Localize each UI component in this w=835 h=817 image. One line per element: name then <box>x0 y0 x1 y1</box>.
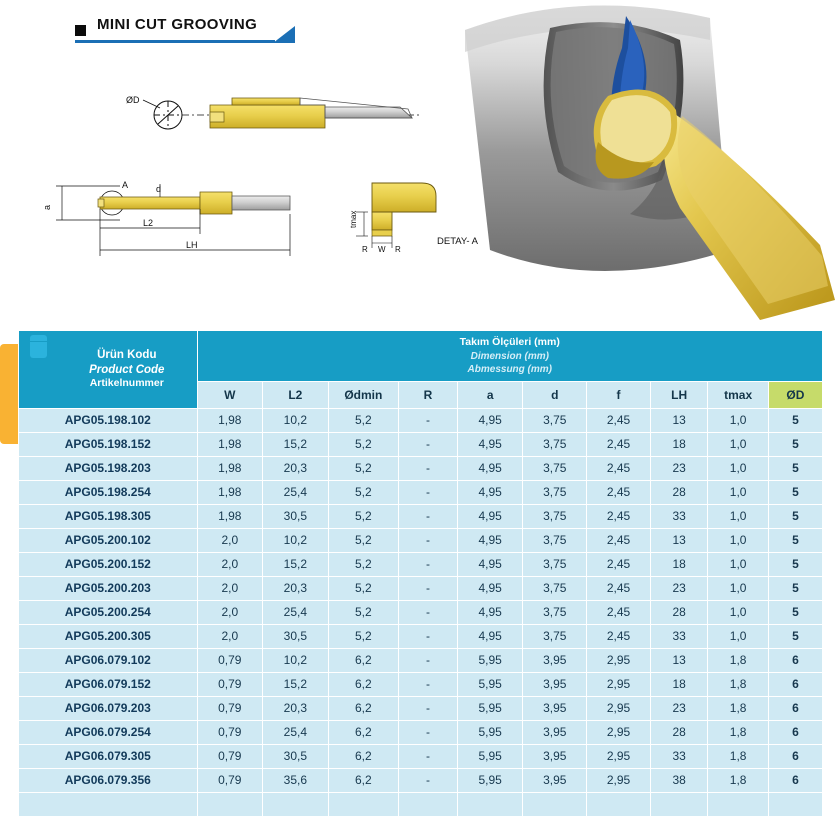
cell-d: 3,95 <box>523 720 587 744</box>
svg-text:A: A <box>122 180 129 190</box>
cell-code: APG05.200.203 <box>19 576 198 600</box>
cell-lh: 13 <box>650 408 708 432</box>
cell-tmax: 1,8 <box>708 672 768 696</box>
cell-l2: 20,3 <box>263 696 329 720</box>
cell-tmax: 1,8 <box>708 696 768 720</box>
cell-d: 3,75 <box>523 600 587 624</box>
table-row <box>19 456 823 480</box>
cell-l2: 30,5 <box>263 744 329 768</box>
cell-l2: 20,3 <box>263 576 329 600</box>
cell-l2: 25,4 <box>263 600 329 624</box>
cell-lh: 28 <box>650 480 708 504</box>
table-row <box>19 432 823 456</box>
cell-dmin: 5,2 <box>328 528 398 552</box>
cell-f: 2,45 <box>587 600 651 624</box>
cell-d: 3,75 <box>523 624 587 648</box>
cell-code: APG05.200.254 <box>19 600 198 624</box>
cell-lh: 23 <box>650 456 708 480</box>
cell-empty <box>523 792 587 816</box>
cell-tmax: 1,0 <box>708 408 768 432</box>
cell-code: APG05.198.254 <box>19 480 198 504</box>
cell-w: 1,98 <box>197 432 263 456</box>
cell-f: 2,45 <box>587 456 651 480</box>
svg-text:a: a <box>42 204 52 210</box>
svg-text:L2: L2 <box>143 218 154 228</box>
cell-empty <box>328 792 398 816</box>
cell-empty <box>19 792 198 816</box>
cell-code: APG06.079.203 <box>19 696 198 720</box>
cell-od: 5 <box>768 624 822 648</box>
cell-a: 4,95 <box>457 480 523 504</box>
cell-a: 4,95 <box>457 552 523 576</box>
cell-a: 5,95 <box>457 768 523 792</box>
cell-tmax: 1,0 <box>708 432 768 456</box>
cell-a: 5,95 <box>457 672 523 696</box>
cell-lh: 38 <box>650 768 708 792</box>
cell-od: 5 <box>768 456 822 480</box>
cell-a: 4,95 <box>457 432 523 456</box>
cell-d: 3,75 <box>523 480 587 504</box>
svg-text:R: R <box>395 245 401 254</box>
cell-lh: 18 <box>650 432 708 456</box>
specification-table-zone <box>0 330 835 788</box>
table-row <box>19 648 823 672</box>
table-row <box>19 528 823 552</box>
table-row <box>19 768 823 792</box>
cell-w: 0,79 <box>197 744 263 768</box>
cell-tmax: 1,0 <box>708 624 768 648</box>
cell-d: 3,95 <box>523 696 587 720</box>
cell-code: APG05.198.102 <box>19 408 198 432</box>
table-row <box>19 408 823 432</box>
column-header-dmin: Ødmin <box>328 381 398 408</box>
cell-f: 2,95 <box>587 768 651 792</box>
cell-code: APG05.200.152 <box>19 552 198 576</box>
cell-f: 2,45 <box>587 408 651 432</box>
cell-empty <box>768 792 822 816</box>
cell-d: 3,75 <box>523 528 587 552</box>
cell-empty <box>197 792 263 816</box>
cell-lh: 18 <box>650 672 708 696</box>
cell-empty <box>650 792 708 816</box>
cell-code: APG06.079.152 <box>19 672 198 696</box>
cell-od: 6 <box>768 720 822 744</box>
cell-l2: 35,6 <box>263 768 329 792</box>
cell-od: 6 <box>768 696 822 720</box>
cell-dmin: 5,2 <box>328 552 398 576</box>
table-row <box>19 480 823 504</box>
cell-dmin: 5,2 <box>328 432 398 456</box>
column-header-a: a <box>457 381 523 408</box>
cell-a: 4,95 <box>457 408 523 432</box>
cell-dmin: 5,2 <box>328 600 398 624</box>
cell-od: 5 <box>768 576 822 600</box>
cell-f: 2,95 <box>587 696 651 720</box>
cell-tmax: 1,0 <box>708 504 768 528</box>
cell-w: 1,98 <box>197 456 263 480</box>
column-header-lh: LH <box>650 381 708 408</box>
column-header-r: R <box>399 381 458 408</box>
cell-d: 3,75 <box>523 552 587 576</box>
cell-dmin: 5,2 <box>328 408 398 432</box>
table-row <box>19 744 823 768</box>
cell-d: 3,95 <box>523 768 587 792</box>
cell-od: 5 <box>768 432 822 456</box>
dimension-header-de: Abmessung (mm) <box>467 363 552 375</box>
dimension-header-tr: Takım Ölçüleri (mm) <box>459 336 560 348</box>
cell-tmax: 1,0 <box>708 552 768 576</box>
cell-od: 5 <box>768 528 822 552</box>
cell-a: 4,95 <box>457 528 523 552</box>
cell-code: APG05.200.102 <box>19 528 198 552</box>
cell-d: 3,95 <box>523 672 587 696</box>
cell-f: 2,45 <box>587 552 651 576</box>
cell-d: 3,75 <box>523 432 587 456</box>
cell-empty <box>708 792 768 816</box>
cell-dmin: 6,2 <box>328 744 398 768</box>
cell-r: - <box>399 552 458 576</box>
cell-lh: 28 <box>650 600 708 624</box>
table-row <box>19 696 823 720</box>
table-row <box>19 576 823 600</box>
dimension-header-en: Dimension (mm) <box>470 350 549 362</box>
cell-d: 3,75 <box>523 456 587 480</box>
cell-a: 5,95 <box>457 744 523 768</box>
cell-r: - <box>399 648 458 672</box>
cell-d: 3,95 <box>523 648 587 672</box>
cell-f: 2,45 <box>587 504 651 528</box>
cell-r: - <box>399 720 458 744</box>
cell-tmax: 1,0 <box>708 528 768 552</box>
cell-r: - <box>399 696 458 720</box>
cell-code: APG05.198.203 <box>19 456 198 480</box>
cell-dmin: 5,2 <box>328 504 398 528</box>
column-header-d: d <box>523 381 587 408</box>
cell-dmin: 5,2 <box>328 456 398 480</box>
cell-l2: 15,2 <box>263 672 329 696</box>
cell-lh: 23 <box>650 696 708 720</box>
cell-od: 5 <box>768 480 822 504</box>
cell-a: 4,95 <box>457 504 523 528</box>
column-header-tmax: tmax <box>708 381 768 408</box>
table-body <box>19 408 823 816</box>
cell-r: - <box>399 504 458 528</box>
cell-w: 2,0 <box>197 576 263 600</box>
cell-tmax: 1,8 <box>708 720 768 744</box>
product-code-header-tr: Ürün Kodu <box>97 349 157 362</box>
cell-lh: 13 <box>650 648 708 672</box>
cell-od: 5 <box>768 408 822 432</box>
product-code-header <box>19 331 198 409</box>
cell-f: 2,45 <box>587 432 651 456</box>
cell-d: 3,75 <box>523 408 587 432</box>
table-row <box>19 600 823 624</box>
3d-tool-illustration <box>430 0 835 320</box>
column-header-w: W <box>197 381 263 408</box>
cell-dmin: 5,2 <box>328 576 398 600</box>
cell-tmax: 1,8 <box>708 648 768 672</box>
svg-text:DETAY- A: DETAY- A <box>437 236 479 247</box>
cell-dmin: 6,2 <box>328 648 398 672</box>
cell-w: 2,0 <box>197 624 263 648</box>
product-code-header-en: Product Code <box>89 363 165 376</box>
column-header-f: f <box>587 381 651 408</box>
cell-d: 3,95 <box>523 744 587 768</box>
cell-r: - <box>399 408 458 432</box>
cell-empty <box>263 792 329 816</box>
cell-l2: 15,2 <box>263 552 329 576</box>
table-header-row-groups <box>19 331 823 382</box>
table-row <box>19 672 823 696</box>
cell-code: APG06.079.102 <box>19 648 198 672</box>
table-row <box>19 720 823 744</box>
cell-d: 3,75 <box>523 504 587 528</box>
cell-l2: 10,2 <box>263 408 329 432</box>
column-header-od: ØD <box>768 381 822 408</box>
cell-f: 2,95 <box>587 648 651 672</box>
cell-w: 0,79 <box>197 768 263 792</box>
cell-a: 4,95 <box>457 624 523 648</box>
cell-code: APG05.198.152 <box>19 432 198 456</box>
cell-f: 2,95 <box>587 672 651 696</box>
cell-r: - <box>399 672 458 696</box>
cell-a: 4,95 <box>457 600 523 624</box>
cell-a: 5,95 <box>457 696 523 720</box>
cell-dmin: 6,2 <box>328 720 398 744</box>
cell-f: 2,95 <box>587 720 651 744</box>
svg-text:R: R <box>362 245 368 254</box>
cell-r: - <box>399 576 458 600</box>
technical-drawing <box>0 0 479 330</box>
cell-r: - <box>399 456 458 480</box>
cell-lh: 18 <box>650 552 708 576</box>
cell-lh: 33 <box>650 624 708 648</box>
cell-w: 0,79 <box>197 672 263 696</box>
cell-tmax: 1,0 <box>708 456 768 480</box>
cell-code: APG06.079.356 <box>19 768 198 792</box>
cell-f: 2,45 <box>587 480 651 504</box>
cell-w: 1,98 <box>197 408 263 432</box>
cell-code: APG05.198.305 <box>19 504 198 528</box>
cell-f: 2,95 <box>587 744 651 768</box>
cell-a: 4,95 <box>457 456 523 480</box>
cell-r: - <box>399 744 458 768</box>
cell-a: 5,95 <box>457 648 523 672</box>
svg-text:LH: LH <box>186 240 198 250</box>
svg-text:W: W <box>378 245 386 254</box>
cell-tmax: 1,8 <box>708 768 768 792</box>
cell-w: 0,79 <box>197 720 263 744</box>
table-row <box>19 624 823 648</box>
cell-od: 6 <box>768 672 822 696</box>
cell-code: APG06.079.305 <box>19 744 198 768</box>
cell-od: 5 <box>768 552 822 576</box>
cell-a: 4,95 <box>457 576 523 600</box>
cell-w: 2,0 <box>197 528 263 552</box>
svg-text:tmax: tmax <box>349 210 358 228</box>
cell-lh: 23 <box>650 576 708 600</box>
cell-lh: 28 <box>650 720 708 744</box>
cell-l2: 10,2 <box>263 528 329 552</box>
illustration-area <box>0 0 835 330</box>
table-row-empty <box>19 792 823 816</box>
page-title: MINI CUT GROOVING <box>97 16 258 33</box>
cell-l2: 25,4 <box>263 720 329 744</box>
cell-a: 5,95 <box>457 720 523 744</box>
table-row <box>19 552 823 576</box>
column-header-l2: L2 <box>263 381 329 408</box>
svg-text:d: d <box>156 184 162 194</box>
page-side-tab <box>0 344 18 444</box>
cell-tmax: 1,0 <box>708 480 768 504</box>
cell-f: 2,45 <box>587 624 651 648</box>
product-code-header-de: Artikelnummer <box>89 377 164 390</box>
cell-od: 6 <box>768 648 822 672</box>
cell-od: 6 <box>768 768 822 792</box>
cell-l2: 25,4 <box>263 480 329 504</box>
cell-empty <box>457 792 523 816</box>
svg-text:ØD: ØD <box>126 95 140 105</box>
table-row <box>19 504 823 528</box>
cell-w: 1,98 <box>197 504 263 528</box>
cell-dmin: 5,2 <box>328 480 398 504</box>
cell-w: 2,0 <box>197 600 263 624</box>
box-icon <box>29 335 49 359</box>
cell-lh: 13 <box>650 528 708 552</box>
cell-f: 2,45 <box>587 576 651 600</box>
cell-lh: 33 <box>650 504 708 528</box>
cell-l2: 30,5 <box>263 504 329 528</box>
cell-f: 2,45 <box>587 528 651 552</box>
cell-r: - <box>399 768 458 792</box>
cell-od: 6 <box>768 744 822 768</box>
cell-lh: 33 <box>650 744 708 768</box>
specification-table <box>18 330 823 817</box>
dimension-header <box>197 331 822 382</box>
cell-od: 5 <box>768 600 822 624</box>
cell-l2: 15,2 <box>263 432 329 456</box>
cell-dmin: 5,2 <box>328 624 398 648</box>
cell-tmax: 1,0 <box>708 600 768 624</box>
cell-w: 0,79 <box>197 696 263 720</box>
cell-tmax: 1,0 <box>708 576 768 600</box>
cell-w: 1,98 <box>197 480 263 504</box>
cell-l2: 20,3 <box>263 456 329 480</box>
cell-r: - <box>399 624 458 648</box>
cell-w: 2,0 <box>197 552 263 576</box>
cell-dmin: 6,2 <box>328 768 398 792</box>
cell-l2: 10,2 <box>263 648 329 672</box>
cell-d: 3,75 <box>523 576 587 600</box>
cell-code: APG05.200.305 <box>19 624 198 648</box>
cell-code: APG06.079.254 <box>19 720 198 744</box>
cell-od: 5 <box>768 504 822 528</box>
cell-r: - <box>399 528 458 552</box>
cell-dmin: 6,2 <box>328 672 398 696</box>
cell-empty <box>587 792 651 816</box>
cell-r: - <box>399 600 458 624</box>
cell-l2: 30,5 <box>263 624 329 648</box>
cell-empty <box>399 792 458 816</box>
cell-r: - <box>399 432 458 456</box>
cell-tmax: 1,8 <box>708 744 768 768</box>
cell-dmin: 6,2 <box>328 696 398 720</box>
cell-r: - <box>399 480 458 504</box>
cell-w: 0,79 <box>197 648 263 672</box>
